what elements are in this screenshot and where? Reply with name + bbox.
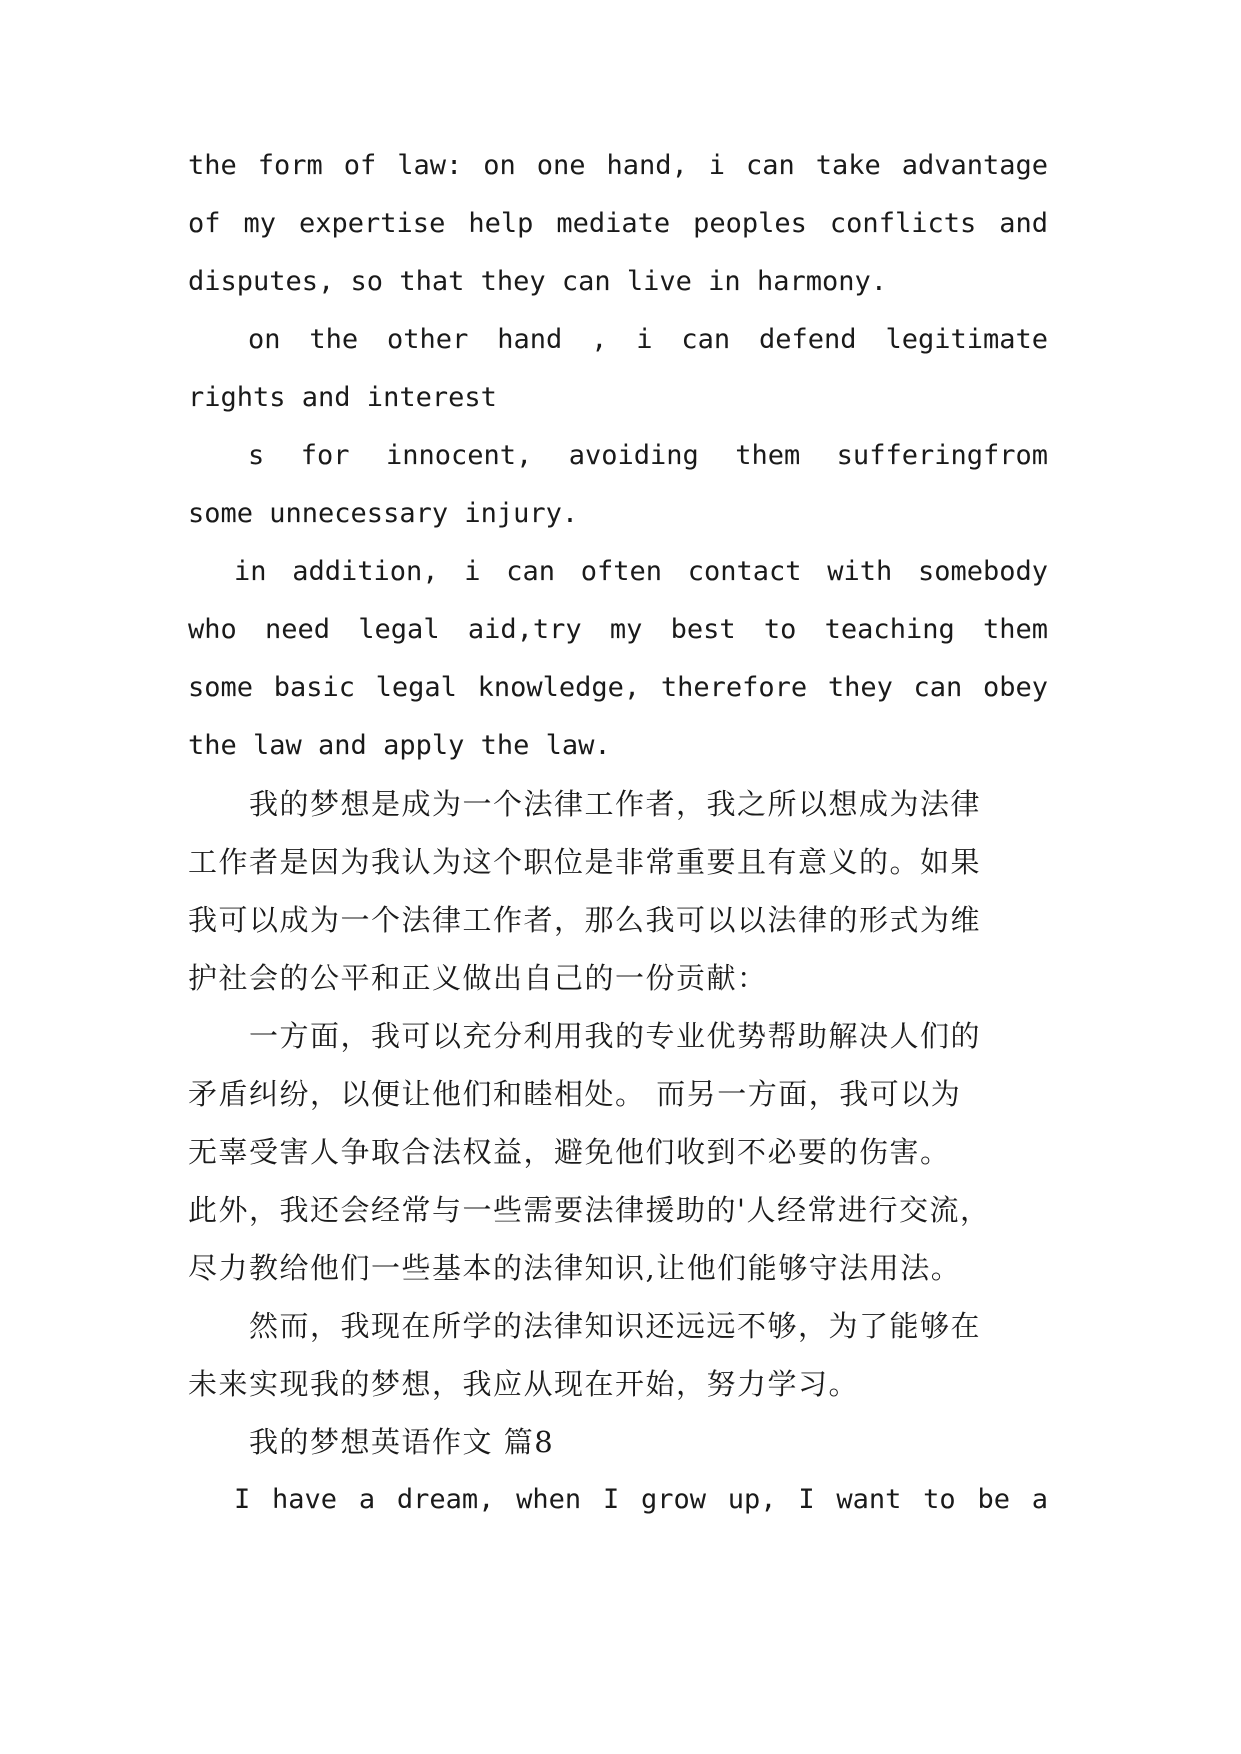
text-line-8: in addition, i can often contact with somebody xyxy=(234,556,1048,587)
text-line-13: 工作者是因为我认为这个职位是非常重要且有意义的。如果 xyxy=(188,845,982,879)
text-line-9: who need legal aid,try my best to teaching them xyxy=(188,614,1048,645)
text-line-17: 矛盾纠纷，以便让他们和睦相处。 而另一方面，我可以为 xyxy=(188,1077,962,1111)
text-line-18: 无辜受害人争取合法权益，避免他们收到不必要的伤害。 xyxy=(188,1135,951,1169)
text-line-16: 一方面，我可以充分利用我的专业优势帮助解决人们的 xyxy=(188,1019,982,1053)
text-line-1: the form of law: on one hand, i can take advantage xyxy=(188,150,1048,181)
text-line-2: of my expertise help mediate peoples conflicts and xyxy=(188,208,1048,239)
text-line-5: rights and interest xyxy=(188,382,497,413)
text-line-22: 未来实现我的梦想，我应从现在开始，努力学习。 xyxy=(188,1367,860,1401)
text-line-12: 我的梦想是成为一个法律工作者，我之所以想成为法律 xyxy=(188,787,982,821)
text-line-15: 护社会的公平和正义做出自己的一份贡献： xyxy=(188,961,768,995)
text-line-24: I have a dream, when I grow up, I want to be a xyxy=(234,1484,1048,1515)
text-line-14: 我可以成为一个法律工作者，那么我可以以法律的形式为维 xyxy=(188,903,982,937)
text-line-7: some unnecessary injury. xyxy=(188,498,579,529)
text-line-3: disputes, so that they can live in harmony. xyxy=(188,266,887,297)
document-body xyxy=(188,137,1048,1529)
text-line-10: some basic legal knowledge, therefore they can obey xyxy=(188,672,1048,703)
text-line-6: s for innocent, avoiding them sufferingfrom xyxy=(248,440,1048,471)
text-line-21: 然而，我现在所学的法律知识还远远不够，为了能够在 xyxy=(188,1309,982,1343)
text-line-11: the law and apply the law. xyxy=(188,730,611,761)
section-heading: 我的梦想英语作文 篇8 xyxy=(188,1425,555,1459)
text-line-4: on the other hand , i can defend legitimate xyxy=(248,324,1048,355)
text-line-20: 尽力教给他们一些基本的法律知识,让他们能够守法用法。 xyxy=(188,1251,962,1285)
text-line-19: 此外，我还会经常与一些需要法律援助的'人经常进行交流， xyxy=(188,1193,991,1227)
